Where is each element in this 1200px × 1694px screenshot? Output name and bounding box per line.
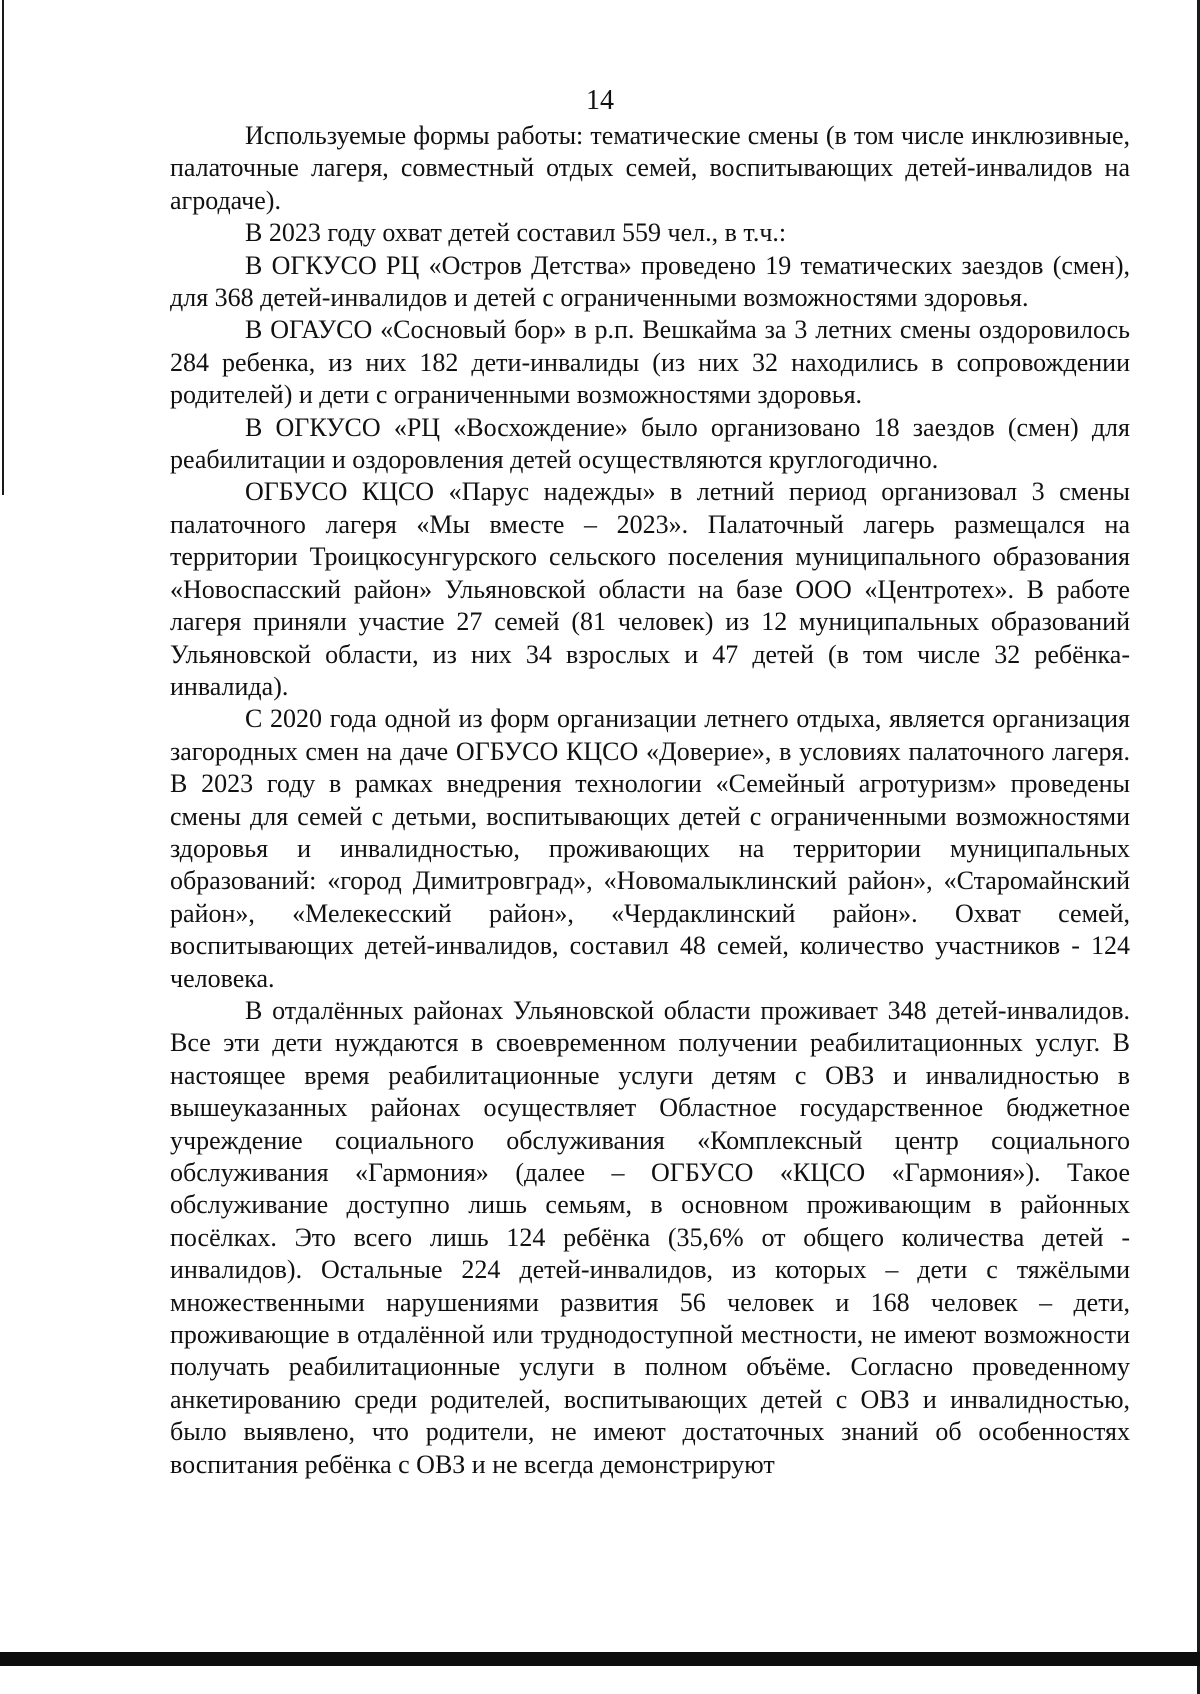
page-number: 14 xyxy=(586,85,614,116)
scan-border-bottom xyxy=(0,1652,1200,1666)
paragraph-sosnovyi-bor: В ОГАУСО «Сосновый бор» в р.п. Вешкайма за 3 летних смены оздоровилось 284 ребенка, из них 182 дети-инвалиды (из них 32 находились в сопровождении родителей) и дети с ограниченными возможностями здоровья. xyxy=(170,315,1130,410)
paragraph-ostrov-detstva: В ОГКУСО РЦ «Остров Детства» проведено 19 тематических заездов (смен), для 368 детей-инвалидов и детей с ограниченными возможностями здоровья. xyxy=(170,250,1130,313)
paragraph-voskhozhdenie: В ОГКУСО «РЦ «Восхождение» было организовано 18 заездов (смен) для реабилитации и оздоровления детей осуществляются круглогодично. xyxy=(170,412,1130,475)
paragraph-coverage-2023: В 2023 году охват детей составил 559 чел., в т.ч.: xyxy=(245,218,787,248)
paragraph-doverie: С 2020 года одной из форм организации летнего отдыха, является организация загородных смен на даче ОГБУСО КЦСО «Доверие», в условиях палаточного лагеря. В 2023 году в рамках внедрения технологии «Семейный агротуризм» проведены смены для семей с детьми, воспитывающих детей с ограниченными возможностями здоровья и инвалидностью, проживающих на территории муниципальных образований: «город Димитровград», «Новомалыклинский район», «Старомайнский район», «Мелекесский район», «Чердаклинский район». Охват семей, воспитывающих детей-инвалидов, составил 48 семей, количество участников - 124 человека. xyxy=(170,704,1130,993)
scan-border-left xyxy=(2,0,4,495)
paragraph-remote-districts: В отдалённых районах Ульяновской области проживает 348 детей-инвалидов. Все эти дети нуждаются в своевременном получении реабилитационных услуг. В настоящее время реабилитационные услуги детям с ОВЗ и инвалидностью в вышеуказанных районах осуществляет Областное государственное бюджетное учреждение социального обслуживания «Комплексный центр социального обслуживания «Гармония» (далее – ОГБУСО «КЦСО «Гармония»). Такое обслуживание доступно лишь семьям, в основном проживающим в районных посёлках. Это всего лишь 124 ребёнка (35,6% от общего количества детей - инвалидов). Остальные 224 детей-инвалидов, из которых – дети с тяжёлыми множественными нарушениями развития 56 человек и 168 человек – дети, проживающие в отдалённой или труднодоступной местности, не имеют возможности получать реабилитационные услуги в полном объёме. Согласно проведенному анкетированию среди родителей, воспитывающих детей с ОВЗ и инвалидностью, было выявлено, что родители, не имеют достаточных знаний об особенностях воспитания ребёнка с ОВЗ и не всегда демонстрируют xyxy=(170,995,1130,1479)
document-body xyxy=(170,120,1130,1481)
paragraph-parus-nadezhdy: ОГБУСО КЦСО «Парус надежды» в летний период организовал 3 смены палаточного лагеря «Мы вместе – 2023». Палаточный лагерь размещался на территории Троицкосунгурского сельского поселения муниципального образования «Новоспасский район» Ульяновской области на базе ООО «Центротех». В работе лагеря приняли участие 27 семей (81 человек) из 12 муниципальных образований Ульяновской области, из них 34 взрослых и 47 детей (в том числе 32 ребёнка-инвалида). xyxy=(170,477,1130,701)
paragraph-work-forms: Используемые формы работы: тематические смены (в том числе инклюзивные, палаточные лагеря, совместный отдых семей, воспитывающих детей-инвалидов на агродаче). xyxy=(170,121,1130,215)
